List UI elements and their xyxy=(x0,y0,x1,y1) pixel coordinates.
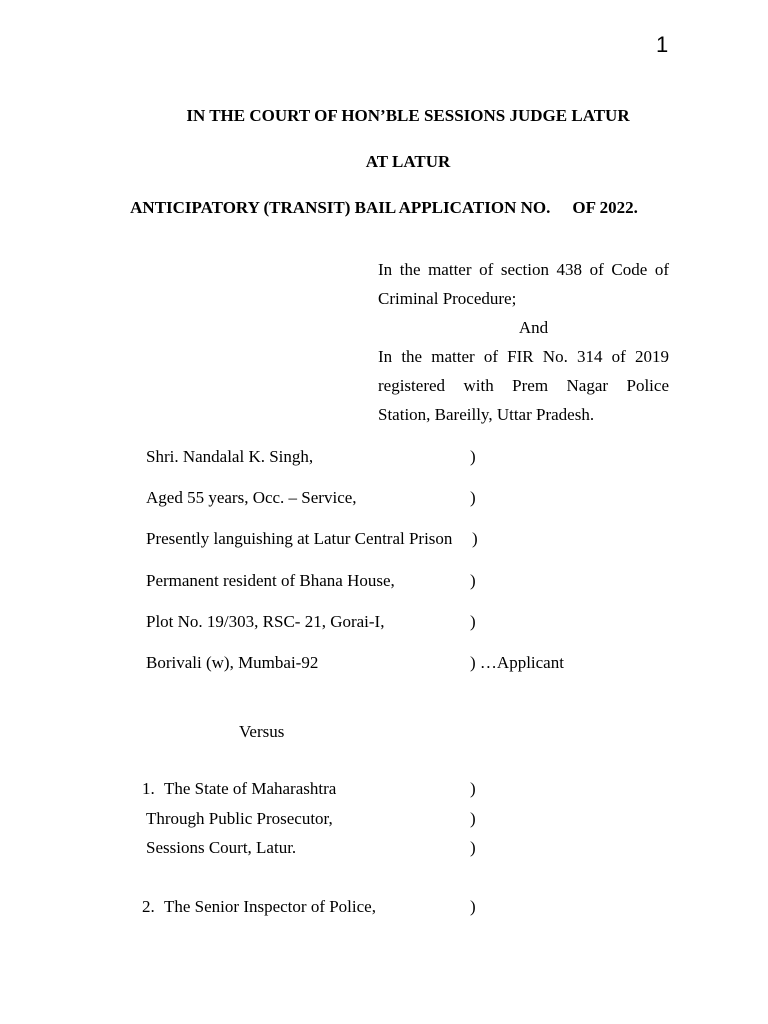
bracket: ) xyxy=(470,488,476,507)
respondent-line xyxy=(142,779,336,799)
application-year: OF 2022. xyxy=(572,198,638,217)
respondent-number: 1. xyxy=(142,779,155,798)
versus-label: Versus xyxy=(239,722,285,741)
application-title: ANTICIPATORY (TRANSIT) BAIL APPLICATION NO. xyxy=(130,198,551,217)
bracket: ) xyxy=(470,809,476,828)
applicant-line: Plot No. 19/303, RSC- 21, Gorai-I, xyxy=(146,612,385,631)
page-number: 1 xyxy=(656,32,669,57)
applicant-line: Permanent resident of Bhana House, xyxy=(146,571,395,590)
bracket: ) xyxy=(470,612,476,631)
applicant-line: Borivali (w), Mumbai-92 xyxy=(146,653,319,672)
respondent-name: The Senior Inspector of Police, xyxy=(164,897,376,916)
applicant-line: Aged 55 years, Occ. – Service, xyxy=(146,488,357,507)
bracket: ) xyxy=(470,897,476,916)
matter-and: And xyxy=(518,318,549,337)
bracket: ) xyxy=(470,779,476,798)
applicant-line: Presently languishing at Latur Central Prison xyxy=(146,529,453,548)
matter-line: Criminal Procedure; xyxy=(378,289,517,308)
application-heading xyxy=(0,198,768,218)
bracket: ) xyxy=(470,838,476,857)
applicant-role: ) …Applicant xyxy=(470,653,564,672)
matter-line: registered with Prem Nagar Police xyxy=(378,376,669,395)
bracket: ) xyxy=(470,571,476,590)
respondent-line: Sessions Court, Latur. xyxy=(146,838,297,857)
court-heading: IN THE COURT OF HON’BLE SESSIONS JUDGE LATUR xyxy=(186,106,630,125)
matter-line: Station, Bareilly, Uttar Pradesh. xyxy=(378,405,595,424)
respondent-number: 2. xyxy=(142,897,155,916)
matter-line: In the matter of FIR No. 314 of 2019 xyxy=(378,347,669,366)
respondent-name: The State of Maharashtra xyxy=(164,779,337,798)
place-heading: AT LATUR xyxy=(365,152,451,171)
respondent-line: Through Public Prosecutor, xyxy=(146,809,333,828)
bracket: ) xyxy=(470,447,476,466)
respondent-line xyxy=(142,897,376,917)
bracket: ) xyxy=(472,529,478,548)
matter-line: In the matter of section 438 of Code of xyxy=(378,260,669,279)
in-the-matter-block xyxy=(378,255,669,429)
applicant-line: Shri. Nandalal K. Singh, xyxy=(146,447,314,466)
